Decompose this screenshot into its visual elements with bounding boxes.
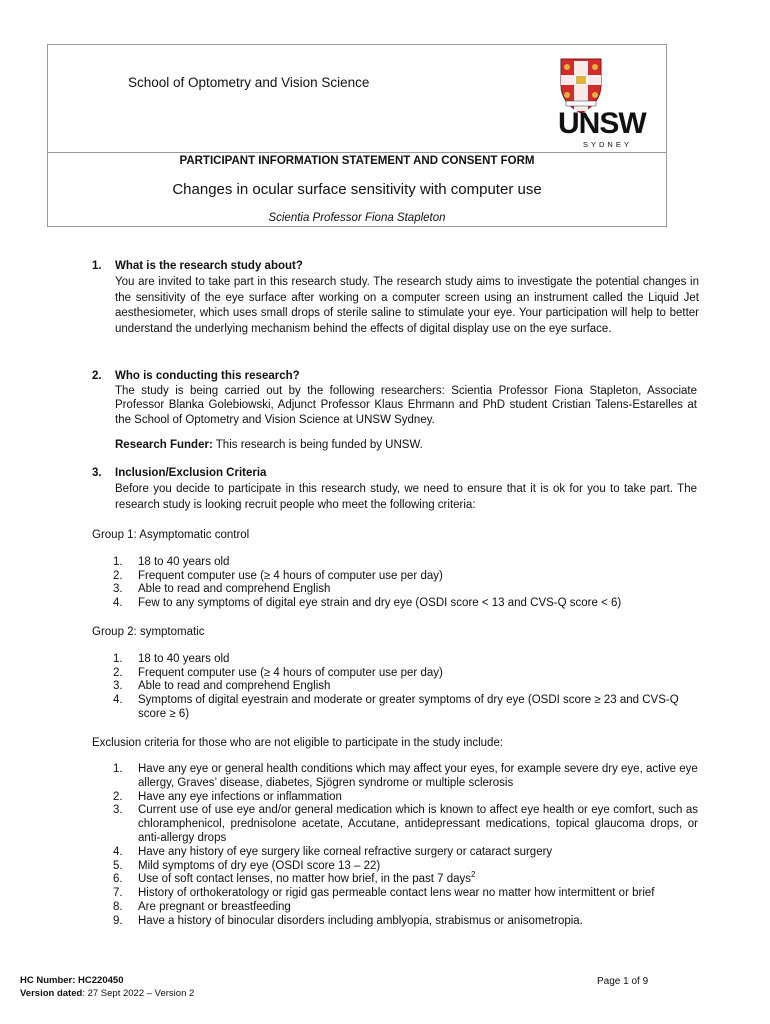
section-heading: Who is conducting this research? bbox=[115, 370, 300, 382]
unsw-crest-icon bbox=[556, 55, 606, 115]
list-item: 1. 18 to 40 years old bbox=[113, 556, 230, 568]
section-number: 1. bbox=[92, 260, 102, 272]
funder-label: Research Funder: bbox=[115, 439, 213, 451]
list-item: 4. Few to any symptoms of digital eye strain and dry eye (OSDI score < 13 and CVS-Q score < 6) bbox=[113, 597, 622, 610]
section-number: 2. bbox=[92, 370, 102, 382]
section-3 bbox=[92, 466, 697, 513]
list-item: 3. Able to read and comprehend English bbox=[113, 583, 331, 596]
section-heading: Inclusion/Exclusion Criteria bbox=[115, 467, 267, 479]
research-funder bbox=[115, 438, 697, 453]
section-number: 3. bbox=[92, 467, 102, 479]
list-item: 7. History of orthokeratology or rigid gas permeable contact lens wear no matter how intermittent or brief bbox=[113, 887, 655, 900]
study-title: Changes in ocular surface sensitivity with computer use bbox=[172, 181, 542, 198]
principal-investigator: Scientia Professor Fiona Stapleton bbox=[268, 212, 446, 224]
version-dated: Version dated: 27 Sept 2022 – Version 2 bbox=[20, 987, 195, 999]
list-item: 6. Use of soft contact lenses, no matter how brief, in the past 7 days$^2$ bbox=[113, 870, 476, 886]
section-1 bbox=[92, 259, 699, 338]
hc-number: HC Number: HC220450 bbox=[20, 975, 124, 986]
group2-list bbox=[92, 653, 698, 722]
form-title: PARTICIPANT INFORMATION STATEMENT AND CONSENT FORM bbox=[179, 155, 535, 167]
list-item: 2. Frequent computer use (≥ 4 hours of computer use per day) bbox=[113, 666, 443, 679]
list-item: 3. Current use of use eye and/or general medication which is known to affect eye health or eye comfort, such as chloramphenicol, prednisolone acetate, Accutane, antidepressant medications, topical glaucoma drops, or anti-allergy drops bbox=[113, 804, 698, 844]
section-heading: What is the research study about? bbox=[115, 260, 303, 272]
list-item: 4. Have any history of eye surgery like corneal refractive surgery or cataract surgery bbox=[113, 845, 553, 858]
header-box bbox=[47, 44, 667, 227]
unsw-wordmark: UNSW bbox=[558, 107, 646, 140]
section-body: You are invited to take part in this research study. The research study aims to investigate the potential changes in the sensitivity of the eye surface after working on a computer screen using an instrument called the Liquid Jet aesthesiometer, which uses small drops of sterile saline to stimulate your eye. Your participation will help to better understand the underlying mechanism behind the effects of digital display use on the eye surface. bbox=[115, 275, 699, 336]
list-item: 5. Mild symptoms of dry eye (OSDI score 13 – 22) bbox=[113, 859, 381, 872]
list-item: 8. Are pregnant or breastfeeding bbox=[113, 900, 291, 913]
list-item: 3. Able to read and comprehend English bbox=[113, 680, 331, 693]
footer-version-info bbox=[20, 975, 194, 1000]
group1-title: Group 1: Asymptomatic control bbox=[92, 529, 250, 541]
section-2 bbox=[92, 369, 697, 453]
header-top-cell bbox=[48, 45, 666, 153]
exclusion-title: Exclusion criteria for those who are not eligible to participate in the study include: bbox=[92, 737, 504, 749]
list-item: 9. Have a history of binocular disorders including amblyopia, strabismus or anisometropia. bbox=[113, 914, 583, 927]
group1-list bbox=[92, 556, 738, 611]
list-item: 2. Frequent computer use (≥ 4 hours of computer use per day) bbox=[113, 569, 443, 582]
unsw-wordmark-sub: SYDNEY bbox=[583, 140, 632, 149]
school-name: School of Optometry and Vision Science bbox=[128, 75, 370, 90]
footnote-ref: 2 bbox=[471, 870, 476, 880]
list-item: 2. Have any eye infections or inflammation bbox=[113, 790, 342, 803]
list-item: 1. Have any eye or general health conditions which may affect your eyes, for example severe dry eye, active eye allergy, Graves’ disease, diabetes, Sjögren syndrome or multiple sclerosis bbox=[113, 763, 698, 789]
section-body: The study is being carried out by the following researchers: Scientia Professor Fiona Stapleton, Associate Professor Blanka Golebiowski, Adjunct Professor Klaus Ehrmann and PhD student Cristian Talens-Estarelles at the School of Optometry and Vision Science at UNSW Sydney. bbox=[115, 384, 697, 426]
group2-title: Group 2: symptomatic bbox=[92, 626, 205, 638]
page-number: Page 1 of 9 bbox=[597, 976, 649, 987]
list-item: 4. Symptoms of digital eyestrain and moderate or greater symptoms of dry eye (OSDI score ≥ 23 and CVS-Q score ≥ 6) bbox=[113, 694, 679, 720]
funder-text: This research is being funded by UNSW. bbox=[212, 439, 423, 451]
exclusion-list bbox=[92, 763, 698, 929]
section-body: Before you decide to participate in this research study, we need to ensure that it is ok for you to take part. The research study is looking recruit people who meet the following criteria: bbox=[115, 482, 697, 511]
list-item: 1. 18 to 40 years old bbox=[113, 653, 230, 665]
